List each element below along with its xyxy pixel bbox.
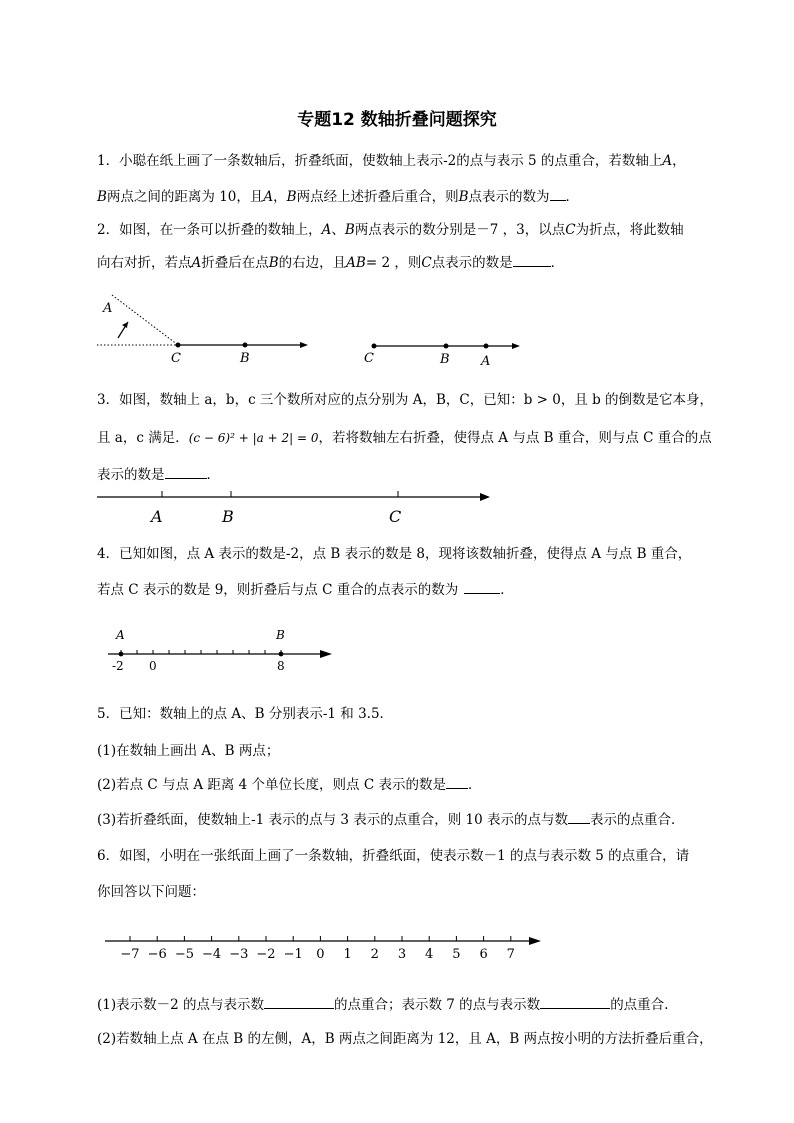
- answer-blank[interactable]: [264, 996, 334, 1009]
- point-b: [243, 343, 248, 348]
- axis-arrowhead: [320, 650, 332, 658]
- label-b: B: [440, 352, 450, 367]
- tick-label: −3: [229, 947, 249, 962]
- q2-line1: [97, 221, 684, 239]
- q2-var: C: [565, 222, 576, 238]
- q1-var: B: [97, 189, 107, 205]
- q2-text: 向右对折，若点: [97, 255, 192, 271]
- q2-text: = 2 ，则: [365, 255, 422, 271]
- q3-figure: [0, 487, 794, 527]
- q2-var: A: [191, 255, 202, 271]
- q1-line2: [97, 188, 579, 206]
- q1-var: A: [263, 189, 274, 205]
- answer-blank[interactable]: [446, 776, 468, 789]
- q6-line2: 你回答以下问题：: [97, 884, 205, 900]
- axis-arrowhead: [300, 342, 308, 348]
- fold-dotted-line: [112, 295, 178, 345]
- label-c: C: [364, 351, 374, 366]
- number-0: 0: [149, 659, 157, 673]
- label-b: B: [240, 351, 250, 366]
- tick-label: −5: [174, 947, 194, 962]
- tick-label: 4: [425, 947, 434, 962]
- q6-text: (1)表示数－2 的点与表示数: [97, 997, 265, 1013]
- q1-var: B: [458, 189, 469, 205]
- q2-text: 的右边，且: [278, 255, 347, 271]
- q3-line1: 3．如图，数轴上 a，b，c 三个数所对应的点分别为 A，B，C，已知：b > 0，且 b 的倒数是它本身，: [97, 392, 714, 408]
- label-b: B: [276, 628, 285, 642]
- q6-figure: [0, 928, 794, 978]
- page-title: 专题12 数轴折叠问题探究: [297, 110, 497, 130]
- tick-label: 7: [506, 947, 515, 962]
- q2-var: A: [321, 222, 332, 238]
- axis-arrowhead: [529, 937, 541, 945]
- axis-arrowhead: [480, 493, 490, 501]
- label-c: C: [389, 507, 402, 526]
- point-c: [176, 343, 181, 348]
- tick-label: −7: [120, 947, 140, 962]
- q2-figure: [0, 290, 794, 370]
- q2-text: 两点表示的数分别是－7 ，3，以点: [354, 222, 566, 238]
- q1-var: B: [286, 189, 297, 205]
- q1-var: A: [662, 153, 673, 169]
- tick-label: −1: [283, 947, 303, 962]
- label-a: A: [481, 354, 491, 369]
- answer-blank[interactable]: [550, 188, 566, 201]
- q3-line3: [97, 466, 220, 484]
- q1-punct: ，: [273, 189, 287, 205]
- answer-blank[interactable]: [165, 466, 207, 479]
- q5-text: (3)若折叠纸面，使数轴上-1 表示的点与 3 表示的点重合，则 10 表示的点与数: [97, 812, 568, 828]
- q3-text: 且 a，c 满足．: [97, 430, 189, 446]
- number-neg2: -2: [112, 659, 124, 673]
- q4-text: 若点 C 表示的数是 9，则折叠后与点 C 重合的点表示的数为: [97, 582, 459, 598]
- q4-line1: 4．已知如图，点 A 表示的数是-2，点 B 表示的数是 8，现将该数轴折叠，使得点 A 与点 B 重合，: [97, 546, 692, 562]
- q6-text: 的点重合.: [610, 997, 669, 1013]
- answer-blank[interactable]: [464, 581, 500, 594]
- q6-text: 的点重合；表示数 7 的点与表示数: [334, 997, 541, 1013]
- q2-text: 点表示的数是: [431, 255, 513, 271]
- q5-text: (2)若点 C 与点 A 距离 4 个单位长度，则点 C 表示的数是: [97, 777, 446, 793]
- q6-part1: [97, 996, 668, 1014]
- tick-label: −2: [256, 947, 276, 962]
- q2-punct: ．: [550, 255, 565, 271]
- q1-text: 两点之间的距离为 10，且: [106, 189, 264, 205]
- tick-label: 6: [479, 947, 488, 962]
- q4-punct: ．: [500, 582, 514, 598]
- q1-punct: ．: [565, 189, 579, 205]
- q5-part3: [97, 811, 685, 829]
- tick-label: 0: [316, 947, 325, 962]
- tick-label: −6: [147, 947, 167, 962]
- q2-var: C: [421, 255, 432, 271]
- axis-arrowhead: [512, 343, 520, 349]
- tick-label: −4: [202, 947, 222, 962]
- q5-part1: (1)在数轴上画出 A、B 两点；: [97, 743, 280, 759]
- q2-text: 2．如图，在一条可以折叠的数轴上，: [97, 222, 322, 238]
- point-a: [484, 344, 489, 349]
- q6-part2: (2)若数轴上点 A 在点 B 的左侧，A，B 两点之间距离为 12，且 A，B 两点按小明的方法折叠后重合，: [97, 1031, 713, 1047]
- q5-part2: [97, 776, 481, 794]
- q1-text: 两点经上述折叠后重合，则: [296, 189, 459, 205]
- point-b: [279, 652, 284, 657]
- label-c: C: [171, 351, 181, 366]
- tick-label: 5: [452, 947, 461, 962]
- q3-equation: (c − 6)² + |a + 2| = 0: [188, 431, 319, 445]
- q2-text: 、: [331, 222, 345, 238]
- label-a: A: [151, 507, 163, 526]
- label-a: A: [103, 301, 113, 316]
- q4-line2: [97, 581, 514, 599]
- q3-punct: ．: [206, 467, 220, 483]
- q1-text: 点表示的数为: [468, 189, 550, 205]
- q5-punct: ．: [467, 777, 482, 793]
- q2-var: AB: [346, 255, 366, 271]
- q6-line1: 6．如图，小明在一张纸面上画了一条数轴，折叠纸面，使表示数－1 的点与表示数 5 的点重合，请: [97, 848, 690, 864]
- q1-punct: ，: [672, 153, 686, 169]
- point-c: [372, 344, 377, 349]
- q3-text: 表示的数是: [97, 467, 165, 483]
- q2-var: B: [344, 222, 355, 238]
- q2-text: 折叠后在点: [201, 255, 269, 271]
- tick-label: 3: [397, 947, 407, 962]
- answer-blank[interactable]: [568, 811, 590, 824]
- q3-text: ，若将数轴左右折叠，使得点 A 与点 B 重合，则与点 C 重合的点: [318, 430, 712, 446]
- q5-text: 表示的点重合．: [590, 812, 685, 828]
- answer-blank[interactable]: [513, 254, 551, 267]
- q2-line2: [97, 254, 564, 272]
- q1-line1: [97, 152, 686, 170]
- q3-line2: [97, 429, 712, 447]
- label-a: A: [116, 628, 125, 642]
- q5-line1: 5．已知：数轴上的点 A、B 分别表示-1 和 3.5．: [97, 706, 394, 722]
- number-8: 8: [277, 659, 285, 673]
- tick-label: 2: [370, 947, 379, 962]
- q2-text: 为折点，将此数轴: [575, 222, 684, 238]
- answer-blank[interactable]: [540, 996, 610, 1009]
- q4-figure: [0, 625, 794, 675]
- axis-ticks: [120, 936, 515, 962]
- q2-var: B: [268, 255, 279, 271]
- label-b: B: [222, 507, 234, 526]
- tick-label: 1: [343, 947, 352, 962]
- q1-text: 1．小聪在纸上画了一条数轴后，折叠纸面，使数轴上表示-2的点与表示 5 的点重合，若数轴上: [97, 153, 663, 169]
- point-a: [119, 652, 124, 657]
- point-b: [444, 344, 449, 349]
